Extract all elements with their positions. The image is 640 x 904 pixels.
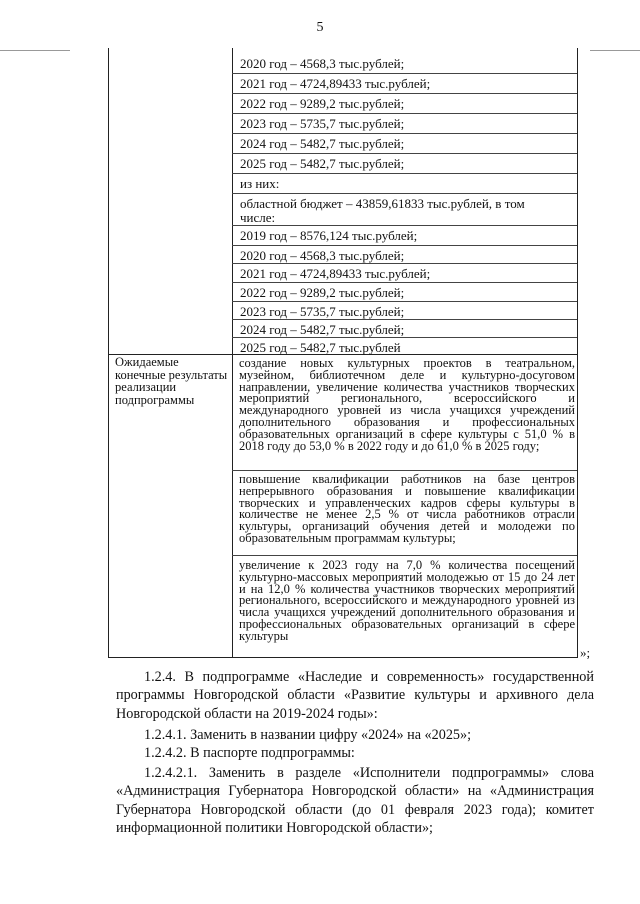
paragraph-1-2-4-1: 1.2.4.1. Заменить в названии цифру «2024» на «2025»; <box>144 727 472 743</box>
finance-line: 2019 год – 8576,124 тыс.рублей; <box>240 228 418 243</box>
finance-line: 2024 год – 5482,7 тыс.рублей; <box>240 322 405 337</box>
finance-line: 2021 год – 4724,89433 тыс.рублей; <box>240 266 431 281</box>
finance-line: 2024 год – 5482,7 тыс.рублей; <box>240 136 405 151</box>
paragraph-1-2-4-2: 1.2.4.2. В паспорте подпрограммы: <box>144 745 355 761</box>
finance-line: 2022 год – 9289,2 тыс.рублей; <box>240 285 405 300</box>
finance-line: 2023 год – 5735,7 тыс.рублей; <box>240 304 405 319</box>
result-item: создание новых культурных проектов в театральном, музейном, библиотечном деле и культурно-досуговом направлении, увеличение количества участников творческих мероприятий регионального, всероссийского и международного уровней из числа учащихся учреждений дополнительного образования и профессиональных образовательных организаций в сфере культуры с 51,0 % в 2018 году до 53,0 % в 2022 году и до 61,0 % в 2025 году; <box>239 356 575 453</box>
column-divider <box>232 48 233 657</box>
closing-quote: »; <box>580 645 591 660</box>
finance-line: 2020 год – 4568,3 тыс.рублей; <box>240 248 405 263</box>
finance-line: из них: <box>240 176 280 191</box>
finance-line: 2023 год – 5735,7 тыс.рублей; <box>240 116 405 131</box>
finance-line: 2025 год – 5482,7 тыс.рублей <box>240 340 401 355</box>
result-item: повышение квалификации работников на базе центров непрерывного образования и повышение квалификации творческих и управленческих кадров сферы культуры в количестве не менее 2,5 % от числа работников отрасли культуры, организаций обучения детей и молодежи по образовательным программам культуры; <box>239 472 575 545</box>
passport-table <box>108 48 578 658</box>
finance-line: 2025 год – 5482,7 тыс.рублей; <box>240 156 405 171</box>
finance-line: 2020 год – 4568,3 тыс.рублей; <box>240 56 405 71</box>
scan-mark-right <box>590 50 640 51</box>
finance-line: 2022 год – 9289,2 тыс.рублей; <box>240 96 405 111</box>
scan-mark-left <box>0 50 70 51</box>
paragraph-1-2-4-2-1: 1.2.4.2.1. Заменить в разделе «Исполнители подпрограммы» слова «Администрация Губернатора Новгородской области» на «Администрация Губернатора Новгородской области (до 01 февраля 2023 года); комитет информационной политики Новгородской области»; <box>116 765 594 837</box>
finance-line: числе: <box>240 210 276 225</box>
finance-line: 2021 год – 4724,89433 тыс.рублей; <box>240 76 431 91</box>
paragraph-1-2-4: 1.2.4. В подпрограмме «Наследие и современность» государственной программы Новгородской области «Развитие культуры и архивного дела Новгородской области на 2019-2024 годы»: <box>116 669 594 722</box>
page-number: 5 <box>316 20 324 35</box>
results-label: Ожидаемые конечные результаты реализации подпрограммы <box>115 355 228 407</box>
finance-line: областной бюджет – 43859,61833 тыс.рублей, в том <box>240 196 525 211</box>
result-item: увеличение к 2023 году на 7,0 % количества посещений культурно-массовых мероприятий молодежью от 15 до 24 лет и на 12,0 % количества участников творческих мероприятий регионального, всероссийского и международного уровней из числа учащихся учреждений дополнительного образования и профессиональных образовательных организаций в сфере культуры <box>239 558 575 643</box>
